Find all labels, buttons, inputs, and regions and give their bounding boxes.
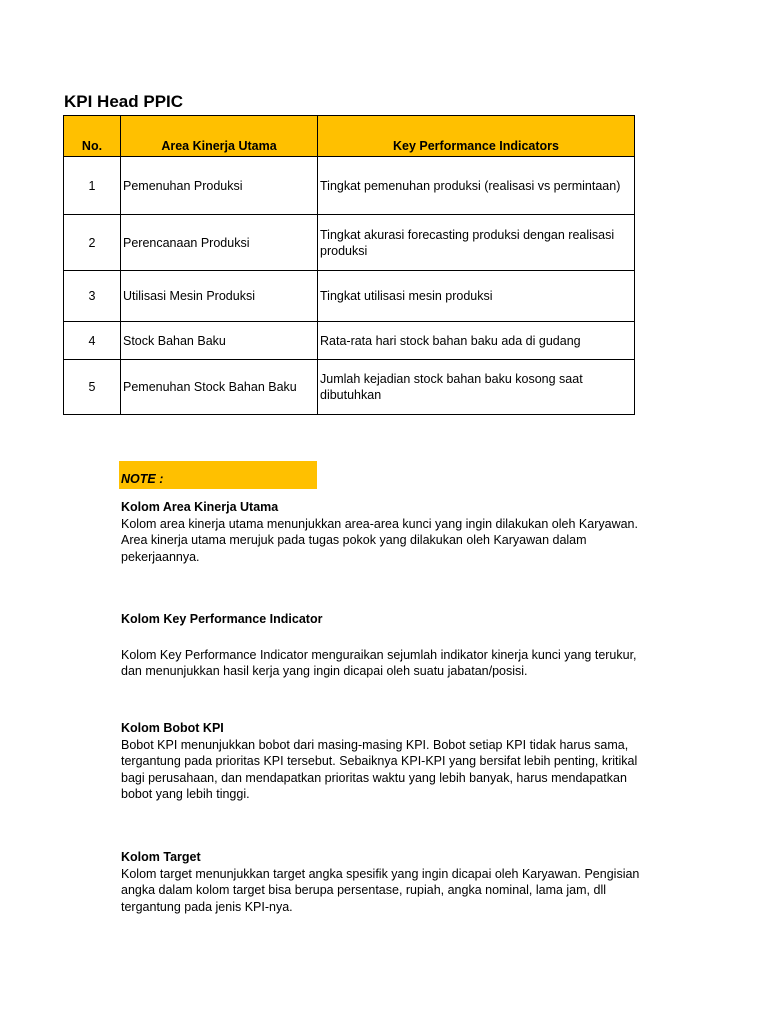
- row-area: Stock Bahan Baku: [121, 322, 318, 360]
- header-kpi: Key Performance Indicators: [318, 116, 635, 157]
- row-kpi: Rata-rata hari stock bahan baku ada di gudang: [318, 322, 635, 360]
- table-header-row: [64, 116, 635, 157]
- note-section-target: [121, 849, 641, 915]
- note-section-kpi: [121, 611, 641, 680]
- row-no: 5: [64, 360, 121, 415]
- note-section-area: [121, 499, 641, 565]
- row-area: Pemenuhan Stock Bahan Baku: [121, 360, 318, 415]
- header-area: Area Kinerja Utama: [121, 116, 318, 157]
- row-kpi: Tingkat pemenuhan produksi (realisasi vs permintaan): [318, 157, 635, 215]
- row-no: 4: [64, 322, 121, 360]
- note-body: Kolom area kinerja utama menunjukkan area-area kunci yang ingin dilakukan oleh Karyawan. Area kinerja utama merujuk pada tugas pokok yang dilakukan oleh Karyawan dalam pekerjaannya.: [121, 516, 638, 564]
- note-body: Kolom Key Performance Indicator menguraikan sejumlah indikator kinerja kunci yang terukur, dan menunjukkan hasil kerja yang ingin dicapai oleh suatu jabatan/posisi.: [121, 647, 637, 678]
- kpi-table: [63, 115, 635, 415]
- table-row: [64, 157, 635, 215]
- note-heading: Kolom Bobot KPI: [121, 721, 224, 735]
- note-heading: Kolom Key Performance Indicator: [121, 612, 323, 626]
- row-kpi: Tingkat utilisasi mesin produksi: [318, 271, 635, 322]
- note-section-bobot: [121, 720, 641, 803]
- header-no: No.: [64, 116, 121, 157]
- row-area: Pemenuhan Produksi: [121, 157, 318, 215]
- row-area: Utilisasi Mesin Produksi: [121, 271, 318, 322]
- note-label: NOTE :: [119, 461, 317, 489]
- note-heading: Kolom Target: [121, 850, 201, 864]
- row-kpi: Tingkat akurasi forecasting produksi dengan realisasi produksi: [318, 215, 635, 271]
- row-area: Perencanaan Produksi: [121, 215, 318, 271]
- table-row: [64, 360, 635, 415]
- row-no: 2: [64, 215, 121, 271]
- table-row: [64, 322, 635, 360]
- row-no: 3: [64, 271, 121, 322]
- table-row: [64, 215, 635, 271]
- note-body: Kolom target menunjukkan target angka spesifik yang ingin dicapai oleh Karyawan. Pengisian angka dalam kolom target bisa berupa persentase, rupiah, angka nominal, lama jam, dll tergantung pada jenis KPI-nya.: [121, 866, 640, 914]
- page-title: KPI Head PPIC: [64, 92, 184, 111]
- row-no: 1: [64, 157, 121, 215]
- note-body: Bobot KPI menunjukkan bobot dari masing-masing KPI. Bobot setiap KPI tidak harus sama, tergantung pada prioritas KPI tersebut. Sebaiknya KPI-KPI yang bersifat lebih penting, kritikal bagi perusahaan, dan mendapatkan prioritas waktu yang lebih banyak, harus mendapatkan bobot yang lebih tinggi.: [121, 737, 638, 801]
- table-row: [64, 271, 635, 322]
- row-kpi: Jumlah kejadian stock bahan baku kosong saat dibutuhkan: [318, 360, 635, 415]
- note-heading: Kolom Area Kinerja Utama: [121, 500, 279, 514]
